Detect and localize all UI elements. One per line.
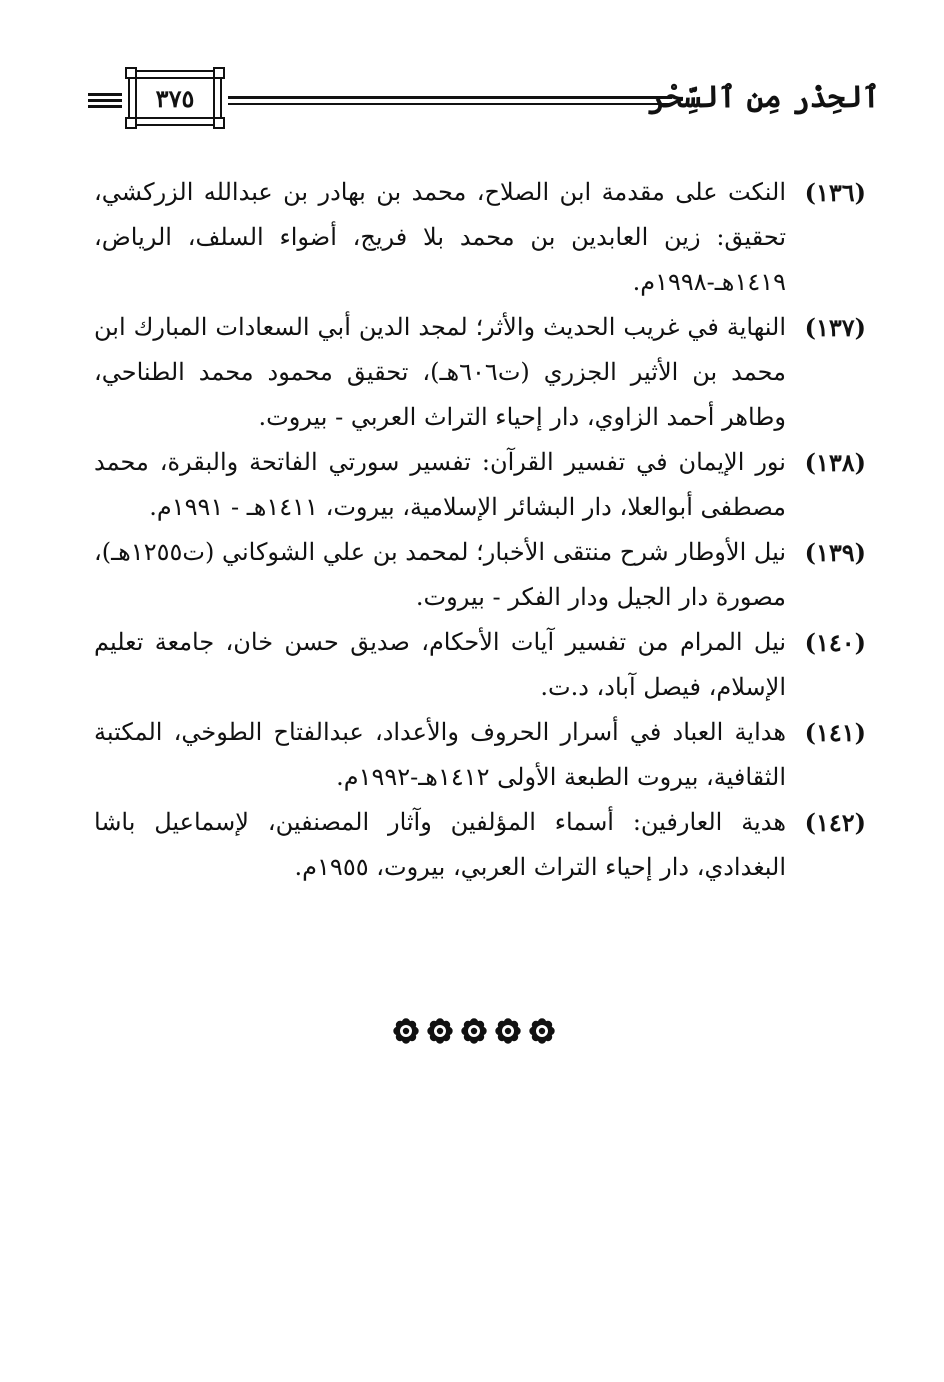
- section-end-ornament: [392, 1014, 556, 1048]
- flower-ornament-icon: [528, 1017, 556, 1045]
- running-book-title: ٱلحِذْر مِن ٱلسِّحْر: [648, 80, 880, 115]
- flower-ornament-icon: [426, 1017, 454, 1045]
- entry-text: نيل الأوطار شرح منتقى الأخبار؛ لمحمد بن علي الشوكاني (ت١٢٥٥هـ)، مصورة دار الجيل ودار الفكر - بيروت.: [94, 538, 786, 611]
- bibliography-entry: [94, 440, 866, 530]
- page-header: [88, 62, 880, 132]
- bibliography-entry: [94, 620, 866, 710]
- entry-text: النهاية في غريب الحديث والأثر؛ لمجد الدين أبي السعادات المبارك ابن محمد بن الأثير الجزري (ت٦٠٦هـ)، تحقيق محمود محمد الطناحي، وطاهر أحمد الزاوي، دار إحياء التراث العربي - بيروت.: [94, 313, 786, 431]
- flower-ornament-icon: [494, 1017, 522, 1045]
- entry-text: نور الإيمان في تفسير القرآن: تفسير سورتي الفاتحة والبقرة، محمد مصطفى أبوالعلا، دار البشائر الإسلامية، بيروت، ١٤١١هـ - ١٩٩١م.: [94, 448, 786, 521]
- entry-text: النكت على مقدمة ابن الصلاح، محمد بن بهادر بن عبدالله الزركشي، تحقيق: زين العابدين بن محمد بلا فريج، أضواء السلف، الرياض، ١٤١٩هـ-١٩٩٨م.: [94, 178, 786, 296]
- entry-number: (١٤٠): [804, 628, 866, 657]
- entry-text: هداية العباد في أسرار الحروف والأعداد، عبدالفتاح الطوخي، المكتبة الثقافية، بيروت الطبعة الأولى ١٤١٢هـ-١٩٩٢م.: [94, 718, 786, 791]
- entry-number: (١٣٧): [804, 313, 866, 342]
- entry-number: (١٣٨): [804, 448, 866, 477]
- header-rule: [88, 99, 122, 102]
- header-rule: [228, 96, 672, 99]
- bibliography-entry: [94, 305, 866, 440]
- bibliography-entry: [94, 710, 866, 800]
- flower-ornament-icon: [392, 1017, 420, 1045]
- entry-number: (١٤١): [804, 718, 866, 747]
- bibliography-entry: [94, 800, 866, 890]
- entry-text: نيل المرام من تفسير آيات الأحكام، صديق حسن خان، جامعة تعليم الإسلام، فيصل آباد، د.ت.: [94, 628, 786, 701]
- entry-number: (١٣٦): [804, 178, 866, 207]
- bibliography-entry: [94, 530, 866, 620]
- header-rule: [88, 105, 122, 108]
- page-number-frame: [128, 70, 222, 126]
- entry-number: (١٤٢): [804, 808, 866, 837]
- page-number: ٣٧٥: [135, 77, 215, 119]
- entry-text: هدية العارفين: أسماء المؤلفين وآثار المصنفين، لإسماعيل باشا البغدادي، دار إحياء التراث العربي، بيروت، ١٩٥٥م.: [94, 808, 786, 881]
- flower-ornament-icon: [460, 1017, 488, 1045]
- header-rule: [88, 93, 122, 96]
- bibliography-entry: [94, 170, 866, 305]
- entry-number: (١٣٩): [804, 538, 866, 567]
- bibliography-list: [94, 170, 866, 890]
- header-rule: [228, 103, 672, 105]
